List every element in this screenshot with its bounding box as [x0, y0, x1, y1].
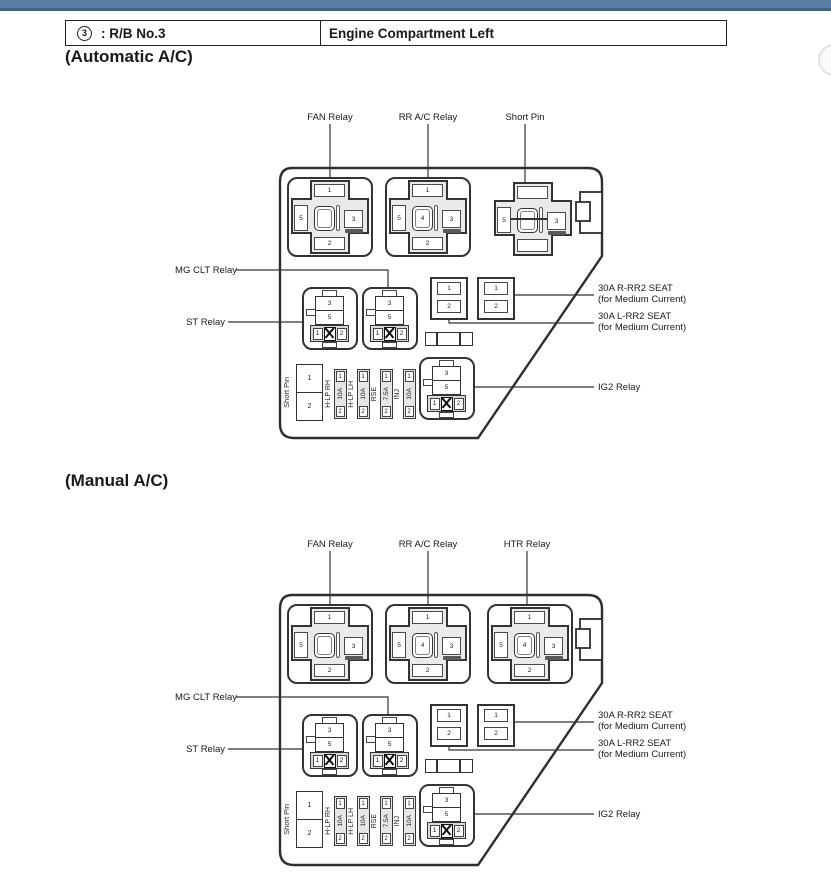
floating-scroll-button[interactable] — [818, 44, 831, 76]
mg-clt-relay-label: MG CLT Relay — [175, 265, 237, 276]
window-top-bar — [0, 0, 831, 11]
fuse-hlp-rh: 1 10A 2 — [334, 369, 347, 419]
center-terminal: 4 — [514, 633, 535, 658]
pin-5: 5 — [497, 207, 511, 233]
l-rr2-seat-label: 30A L-RR2 SEAT (for Medium Current) — [598, 738, 687, 760]
short-pin-vertical-label: Short Pin — [282, 804, 291, 835]
key-slot — [336, 632, 340, 658]
crossed-pin — [324, 327, 336, 341]
short-pin-label: Short Pin — [505, 112, 545, 123]
pin-3: 3 — [442, 210, 461, 228]
tab — [382, 342, 397, 348]
fuse-name-label: H-LP RH — [325, 380, 332, 408]
center-terminal — [314, 206, 335, 231]
fuse-inj: 1 10A 2 — [403, 369, 416, 419]
seat-fuse-right: 1 2 — [477, 704, 515, 747]
relay-pin-row: 1 2 — [427, 822, 466, 839]
l-rr2-seat-label: 30A L-RR2 SEAT (for Medium Current) — [598, 311, 687, 333]
relay-pin-row: 1 2 — [310, 752, 349, 769]
pin-top — [517, 186, 548, 199]
section-heading-automatic: (Automatic A/C) — [65, 47, 193, 66]
pin-2: 2 — [314, 664, 345, 677]
relay-body: 3 5 — [432, 366, 461, 395]
key-slot — [536, 632, 540, 658]
st-relay-label: ST Relay — [186, 317, 225, 328]
short-pin-socket — [490, 179, 576, 259]
relay-block-header-table — [65, 20, 727, 46]
relay-body: 3 5 — [315, 723, 344, 752]
pin-3: 3 — [442, 637, 461, 655]
fuse-inj: 1 10A 2 — [403, 796, 416, 846]
short-pin-fuse: 1 2 — [296, 791, 323, 848]
shade-bar — [545, 656, 563, 660]
connector-bar — [425, 759, 473, 773]
tab — [322, 342, 337, 348]
tab — [322, 769, 337, 775]
diagram-automatic-ac — [0, 100, 831, 452]
fuse-name-label: H-LP RH — [325, 807, 332, 835]
st-relay — [302, 287, 358, 350]
pin-5: 5 — [392, 632, 406, 658]
shade-bar — [345, 229, 363, 233]
header-code-label: : R/B No.3 — [101, 25, 166, 41]
fan-relay-label: FAN Relay — [307, 112, 353, 123]
fuse-hlp-lh: 1 10A 2 — [357, 796, 370, 846]
fuse-rse: 1 7.5A 2 — [380, 369, 393, 419]
pin-1: 1 — [412, 611, 443, 624]
fan-relay-socket — [287, 177, 373, 257]
tab — [439, 412, 454, 418]
pin-3: 3 — [547, 212, 566, 230]
fuse-hlp-rh: 1 10A 2 — [334, 796, 347, 846]
pin-5: 5 — [494, 632, 508, 658]
circled-number-icon: 3 — [77, 26, 92, 41]
pin-3: 3 — [344, 637, 363, 655]
rr-ac-relay-socket — [385, 177, 471, 257]
seat-fuse-left: 1 2 — [430, 277, 468, 320]
pin-2: 2 — [514, 664, 545, 677]
ig2-relay-label: IG2 Relay — [598, 809, 641, 820]
st-relay-label: ST Relay — [186, 744, 225, 755]
key-slot — [434, 205, 438, 231]
r-rr2-seat-label: 30A R-RR2 SEAT (for Medium Current) — [598, 710, 687, 732]
pin-1: 1 — [412, 184, 443, 197]
rr-ac-relay-label: RR A/C Relay — [398, 112, 458, 123]
short-pin-vertical-label: Short Pin — [282, 377, 291, 408]
pin-2: 2 — [412, 664, 443, 677]
fuse-name-label: INJ — [394, 815, 401, 827]
pin-5: 5 — [392, 205, 406, 231]
mg-clt-relay — [362, 714, 418, 777]
header-location-label: Engine Compartment Left — [329, 25, 495, 41]
pin-1: 1 — [514, 611, 545, 624]
key-slot — [434, 632, 438, 658]
fuse-name-label: H-LP LH — [348, 807, 355, 835]
header-location-cell — [321, 21, 726, 45]
fan-relay-socket — [287, 604, 373, 684]
pin-5: 5 — [294, 632, 308, 658]
pin-1: 1 — [314, 611, 345, 624]
rr-ac-relay-label: RR A/C Relay — [398, 539, 458, 550]
fuse-name-label: H-LP LH — [348, 380, 355, 408]
relay-body: 3 5 — [432, 793, 461, 822]
seat-fuse-right: 1 2 — [477, 277, 515, 320]
shade-bar — [345, 656, 363, 660]
crossed-pin — [441, 397, 453, 411]
rr-ac-relay-socket — [385, 604, 471, 684]
relay-pin-row: 1 2 — [427, 395, 466, 412]
shade-bar — [548, 231, 566, 235]
header-code-cell — [66, 21, 321, 45]
center-terminal: 4 — [412, 206, 433, 231]
section-heading-manual: (Manual A/C) — [65, 471, 169, 490]
pin-2: 2 — [412, 237, 443, 250]
pin-1: 1 — [314, 184, 345, 197]
pin-5: 5 — [294, 205, 308, 231]
key-slot — [336, 205, 340, 231]
ig2-relay — [419, 784, 475, 847]
relay-body: 3 5 — [375, 296, 404, 325]
mg-clt-relay — [362, 287, 418, 350]
pin-2: 2 — [314, 237, 345, 250]
fuse-hlp-lh: 1 10A 2 — [357, 369, 370, 419]
center-terminal — [314, 633, 335, 658]
shade-bar — [443, 656, 461, 660]
short-pin-fuse: 1 2 — [296, 364, 323, 421]
relay-pin-row: 1 2 — [370, 325, 409, 342]
crossed-pin — [324, 754, 336, 768]
relay-body: 3 5 — [315, 296, 344, 325]
r-rr2-seat-label: 30A R-RR2 SEAT (for Medium Current) — [598, 283, 687, 305]
ig2-relay-label: IG2 Relay — [598, 382, 641, 393]
tab — [439, 839, 454, 845]
crossed-pin — [384, 754, 396, 768]
fuse-rse: 1 7.5A 2 — [380, 796, 393, 846]
mg-clt-relay-label: MG CLT Relay — [175, 692, 237, 703]
fuse-name-label: RSE — [371, 813, 378, 829]
fan-relay-label: FAN Relay — [307, 539, 353, 550]
fuse-name-label: RSE — [371, 386, 378, 402]
crossed-pin — [384, 327, 396, 341]
center-terminal — [517, 208, 538, 233]
pin-3: 3 — [544, 637, 563, 655]
relay-pin-row: 1 2 — [370, 752, 409, 769]
pin-3: 3 — [344, 210, 363, 228]
diagram-manual-ac — [0, 527, 831, 879]
fuse-name-label: INJ — [394, 388, 401, 400]
crossed-pin — [441, 824, 453, 838]
tab — [382, 769, 397, 775]
seat-fuse-left: 1 2 — [430, 704, 468, 747]
st-relay — [302, 714, 358, 777]
center-terminal: 4 — [412, 633, 433, 658]
relay-pin-row: 1 2 — [310, 325, 349, 342]
htr-relay-label: HTR Relay — [503, 539, 551, 550]
ig2-relay — [419, 357, 475, 420]
pin-bottom — [517, 239, 548, 252]
relay-body: 3 5 — [375, 723, 404, 752]
connector-bar — [425, 332, 473, 346]
shade-bar — [443, 229, 461, 233]
htr-relay-socket — [487, 604, 573, 684]
key-slot — [539, 207, 543, 233]
